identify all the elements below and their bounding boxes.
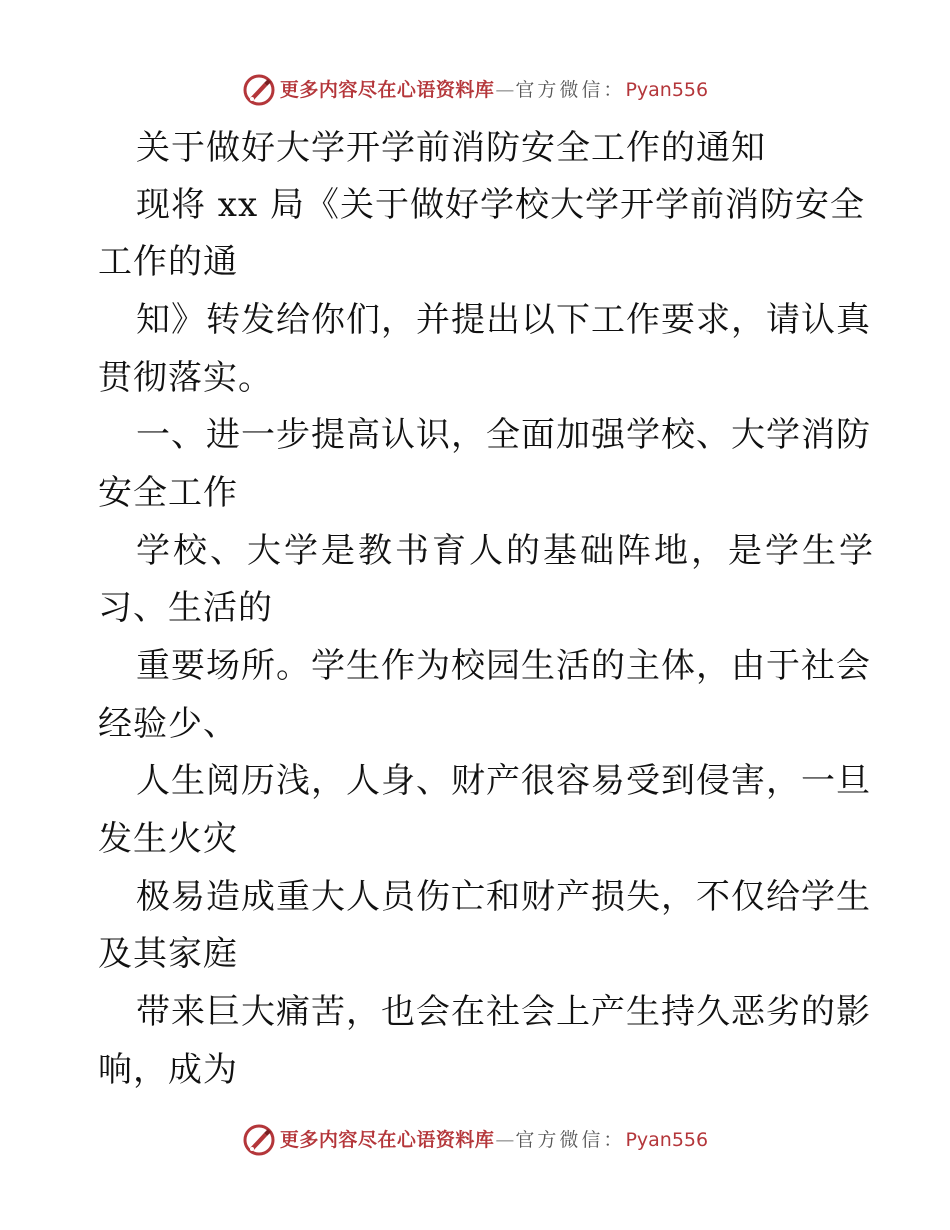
text-line: 学校、大学是教书育人的基础阵地，是学生学 <box>136 531 876 571</box>
text-line: 带来巨大痛苦，也会在社会上产生持久恶劣的影 <box>136 992 871 1032</box>
text-line: 工作的通 <box>98 242 238 282</box>
banner-library-text: 更多内容尽在心语资料库 <box>279 1128 495 1151</box>
text-line: 重要场所。学生作为校园生活的主体，由于社会 <box>136 646 871 686</box>
text-line: 响，成为 <box>98 1050 238 1090</box>
section-heading-cont: 安全工作 <box>98 473 238 513</box>
banner-dash: — <box>495 78 515 101</box>
text-line: 及其家庭 <box>98 934 238 974</box>
text-line: 贯彻落实。 <box>98 358 273 398</box>
banner-library-text: 更多内容尽在心语资料库 <box>279 78 495 101</box>
banner-wechat-label: 官方微信： <box>515 78 626 101</box>
text-line: 知》转发给你们，并提出以下工作要求，请认真 <box>136 300 871 340</box>
banner-wechat-id: Pyan556 <box>625 78 709 101</box>
text-line: 发生火灾 <box>98 819 238 859</box>
text-line: 习、生活的 <box>98 588 273 628</box>
header-banner <box>0 70 950 110</box>
pen-logo-icon <box>242 1123 276 1157</box>
banner-wechat-id: Pyan556 <box>625 1128 709 1151</box>
text-line: 经验少、 <box>98 704 238 744</box>
banner-dash: — <box>495 1128 515 1151</box>
document-title: 关于做好大学开学前消防安全工作的通知 <box>136 128 766 168</box>
footer-banner <box>0 1120 950 1160</box>
text-line: 人生阅历浅，人身、财产很容易受到侵害，一旦 <box>136 761 871 801</box>
text-line: 现将 xx 局《关于做好学校大学开学前消防安全 <box>136 185 865 225</box>
banner-wechat-label: 官方微信： <box>515 1128 626 1151</box>
pen-logo-icon <box>242 73 276 107</box>
text-line: 极易造成重大人员伤亡和财产损失，不仅给学生 <box>136 877 871 917</box>
section-heading: 一、进一步提高认识，全面加强学校、大学消防 <box>136 415 871 455</box>
